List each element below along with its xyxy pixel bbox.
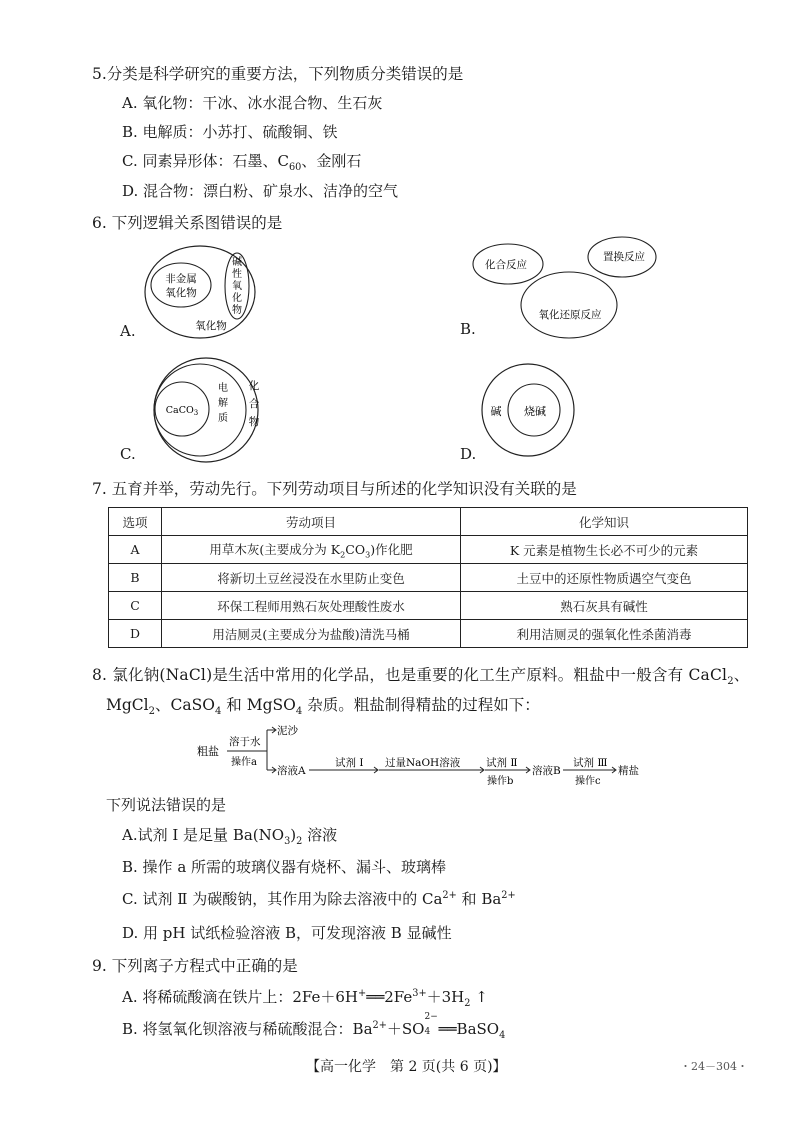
q6-stem: 6. 下列逻辑关系图错误的是 (92, 214, 283, 232)
q6-diagram-c (138, 355, 288, 467)
flow-start: 粗盐 (197, 745, 219, 758)
table-row (109, 536, 748, 564)
q6a-inner2-char: 物 (232, 305, 242, 316)
table-header: 劳动项目 (162, 508, 461, 536)
q6c-outer-char: 化 (248, 380, 260, 392)
table-header: 选项 (109, 508, 162, 536)
q6-diagram-b-label: B. (460, 320, 476, 338)
flow-reagent2: 试剂 Ⅱ (486, 757, 518, 769)
table-cell-labor: 将新切土豆丝浸没在水里防止变色 (162, 564, 461, 592)
q5-option-c: C. 同素异形体：石墨、$C_{60}$、金刚石 (122, 152, 362, 173)
table-cell-knowledge: 利用洁厕灵的强氧化性杀菌消毒 (461, 620, 748, 648)
table-cell-labor: 用洁厕灵(主要成分为盐酸)清洗马桶 (162, 620, 461, 648)
q6c-inner-label: CaCO$_3$ (165, 405, 199, 417)
q5-option-b: B. 电解质：小苏打、硫酸铜、铁 (122, 123, 338, 141)
q6c-outer-char: 合 (248, 398, 260, 410)
q6-diagram-a-label: A. (120, 322, 136, 340)
q6a-outer-label: 氧化物 (195, 320, 227, 332)
q7-table (108, 507, 748, 648)
q8-option-d: D. 用 pH 试纸检验溶液 B，可发现溶液 B 显碱性 (122, 924, 452, 942)
q6-diagram-a (115, 240, 290, 345)
q9-stem: 9. 下列离子方程式中正确的是 (92, 957, 298, 975)
q8-option-a: A.试剂 Ⅰ 是足量 $Ba(NO_3)_2$ 溶液 (122, 826, 338, 847)
q6-diagram-b (470, 235, 680, 345)
q6-diagram-d-label: D. (460, 445, 477, 463)
table-cell-knowledge: K 元素是植物生长必不可少的元素 (461, 536, 748, 564)
q6a-inner2-char: 性 (232, 269, 242, 280)
q6d-outer-label: 碱 (490, 405, 502, 418)
q6c-outer-char: 物 (248, 416, 260, 428)
table-row (109, 564, 748, 592)
q8-option-c: C. 试剂 Ⅱ 为碳酸钠，其作用为除去溶液中的 $Ca^{2+}$ 和 $Ba^{2+}$ (122, 890, 516, 908)
flow-reagent1: 试剂 Ⅰ (335, 757, 364, 769)
q8-flow-diagram (195, 718, 655, 790)
flow-op-b: 操作b (487, 776, 514, 787)
table-cell-knowledge: 土豆中的还原性物质遇空气变色 (461, 564, 748, 592)
q6a-inner2-char: 氧 (232, 281, 242, 292)
flow-reagent3: 试剂 Ⅲ (573, 757, 608, 769)
flow-solution-a: 溶液A (277, 765, 306, 777)
q5-option-d: D. 混合物：漂白粉、矿泉水、洁净的空气 (122, 182, 399, 200)
table-cell-knowledge: 熟石灰具有碱性 (461, 592, 748, 620)
flow-step1-bottom: 操作a (231, 757, 257, 768)
table-cell-labor: 环保工程师用熟石灰处理酸性废水 (162, 592, 461, 620)
q6d-inner-label: 烧碱 (524, 405, 546, 418)
q7-stem: 7. 五育并举，劳动先行。下列劳动项目与所述的化学知识没有关联的是 (92, 480, 577, 498)
table-header-row (109, 508, 748, 536)
table-header: 化学知识 (461, 508, 748, 536)
q6b-c3-label: 氧化还原反应 (538, 309, 602, 321)
flow-end: 精盐 (618, 765, 639, 777)
q8-sub-stem: 下列说法错误的是 (106, 796, 227, 814)
q8-stem-line2: MgCl$_2$、CaSO$_4$ 和 MgSO$_4$ 杂质。粗盐制得精盐的过程如下： (106, 696, 540, 718)
flow-op-c: 操作c (575, 776, 601, 787)
flow-solution-b: 溶液B (532, 765, 561, 777)
q9-option-a: A. 将稀硫酸滴在铁片上：$2Fe+6H^+══2Fe^{3+}+3H_2$ ↑ (122, 988, 488, 1009)
table-cell-option: A (109, 536, 162, 564)
q9-option-b: B. 将氢氧化钡溶液与稀硫酸混合：$Ba^{2+}+SO$ 2− 4 ══BaSO$_4$ (122, 1012, 506, 1041)
table-cell-labor: 用草木灰(主要成分为 $K_2CO_3$)作化肥 (162, 536, 461, 564)
q6a-inner1-line1: 非金属 (165, 273, 197, 285)
q6b-c2-label: 置换反应 (603, 251, 645, 263)
q6c-mid-char: 质 (218, 413, 228, 424)
q5-option-a: A. 氧化物：干冰、冰水混合物、生石灰 (122, 94, 383, 112)
q8-option-b: B. 操作 a 所需的玻璃仪器有烧杯、漏斗、玻璃棒 (122, 858, 447, 876)
exam-code: ・24－304・ (680, 1060, 748, 1073)
q6c-mid-char: 解 (218, 398, 228, 409)
table-cell-option: B (109, 564, 162, 592)
q5-stem: 5.分类是科学研究的重要方法，下列物质分类错误的是 (92, 65, 464, 83)
table-cell-option: C (109, 592, 162, 620)
page-footer: 【高一化学 第 2 页(共 6 页)】 (306, 1059, 507, 1075)
flow-sediment: 泥沙 (277, 725, 298, 737)
q6-diagram-c-label: C. (120, 445, 136, 463)
table-row (109, 620, 748, 648)
q6c-mid-char: 电 (218, 383, 228, 394)
flow-step1-top: 溶于水 (229, 736, 261, 748)
q8-stem-line1: 8. 氯化钠(NaCl)是生活中常用的化学品，也是重要的化工生产原料。粗盐中一般含有 CaCl$_2$、 (92, 666, 750, 688)
q6a-inner2-char: 化 (232, 293, 242, 304)
table-row (109, 592, 748, 620)
flow-naoh: 过量NaOH溶液 (385, 757, 461, 769)
q6b-c1-label: 化合反应 (485, 259, 527, 271)
q6a-inner2-char: 碱 (232, 257, 242, 268)
q6a-inner1-line2: 氧化物 (165, 287, 197, 299)
table-cell-option: D (109, 620, 162, 648)
q6-diagram-d (478, 360, 578, 460)
